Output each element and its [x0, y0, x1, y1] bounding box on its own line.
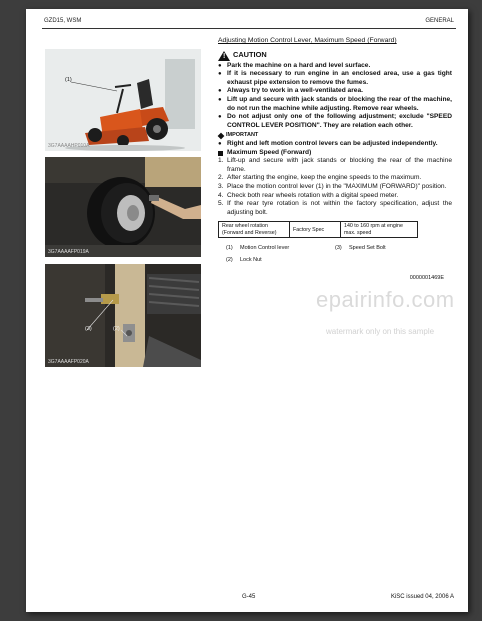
wheel-photo [45, 157, 201, 257]
photo-caption: 3G7AAAAFP020A [48, 359, 89, 365]
list-item: ● Lift up and secure with jack stands or blocking the rear of the machine, do not run the machine while adjusting. Remove rear wheels. [218, 96, 452, 113]
important-icon [218, 132, 225, 139]
procedure-title: Maximum Speed (Forward) [218, 149, 452, 158]
caution-heading [218, 51, 452, 61]
manual-page [26, 9, 468, 612]
list-item [218, 157, 452, 174]
important-heading [218, 131, 452, 140]
step-number: 5. [218, 200, 224, 208]
issue-info: KiSC issued 04, 2006 A [390, 594, 454, 600]
watermark-note: watermark only on this sample [326, 327, 435, 336]
list-item: ● Park the machine on a hard and level surface. [218, 62, 452, 71]
list-item: ● If it is necessary to run engine in an enclosed area, use a gas tight exhaust pipe extension to remove the fumes. [218, 70, 452, 87]
table-row [219, 222, 418, 238]
spec-label: Rear wheel rotation (Forward and Reverse) [219, 222, 290, 238]
spec-type: Factory Spec [290, 222, 341, 238]
procedure-steps [218, 157, 452, 217]
list-item [218, 200, 452, 217]
step-text: Lift-up and secure with jack stands or blocking the rear of the machine frame. [227, 157, 452, 173]
list-item [218, 192, 452, 201]
list-item [218, 183, 452, 192]
step-text: If the rear tyre rotation is not within the factory specification, adjust the adjusting bolt. [227, 200, 452, 216]
watermark-site: epairinfo.com [316, 287, 455, 312]
caution-list [218, 62, 452, 131]
legend-text: Speed Set Bolt [349, 245, 386, 252]
legend-text: Motion Control lever [240, 245, 290, 252]
section-title: Adjusting Motion Control Lever, Maximum Speed (Forward) [218, 37, 397, 44]
list-item: ● Right and left motion control levers can be adjusted independently. [218, 140, 452, 149]
legend-number: (3) [335, 245, 342, 252]
important-label: IMPORTANT [226, 132, 259, 139]
page-number: G-45 [242, 594, 256, 600]
spec-value: 140 to 160 rpm at engine max. speed [341, 222, 418, 238]
list-item [218, 174, 452, 183]
spec-table [218, 221, 418, 238]
legend-number: (2) [226, 256, 233, 263]
step-text: Check both rear wheels rotation with a digital speed meter. [227, 191, 399, 199]
callout-2: (2) [113, 326, 120, 332]
legend-number: (1) [226, 245, 233, 252]
caution-label: CAUTION [233, 50, 267, 60]
header-section: GENERAL [425, 18, 454, 24]
callout-3: (3) [85, 326, 92, 332]
step-text: After starting the engine, keep the engine speeds to the maximum. [227, 174, 422, 182]
header-rule [42, 28, 456, 29]
lever-detail-photo [45, 264, 201, 367]
step-number: 1. [218, 157, 224, 165]
step-number: 3. [218, 182, 224, 190]
mower-photo [45, 49, 201, 151]
important-list [218, 140, 452, 149]
step-number: 2. [218, 174, 224, 182]
list-item: ● Always try to work in a well-ventilated area. [218, 87, 452, 96]
parts-legend [226, 244, 452, 264]
photo-caption: 3G7AAAAFP019A [48, 249, 89, 255]
header-model: GZD15, WSM [44, 18, 82, 24]
step-text: Place the motion control lever (1) in the "MAXIMUM (FORWARD)" position. [227, 182, 447, 190]
callout-1: (1) [65, 77, 72, 83]
instruction-column [218, 37, 452, 283]
photo-caption: 3G7AAAAHP010A [48, 143, 90, 149]
document-code: 0000001469E [409, 275, 444, 282]
legend-text: Lock Nut [240, 256, 262, 263]
step-number: 4. [218, 191, 224, 199]
warning-triangle-icon: ! [218, 51, 230, 61]
list-item: ● Do not adjust only one of the following adjustment; exclude "SPEED CONTROL LEVER POSITION". They are relation each other. [218, 113, 452, 130]
